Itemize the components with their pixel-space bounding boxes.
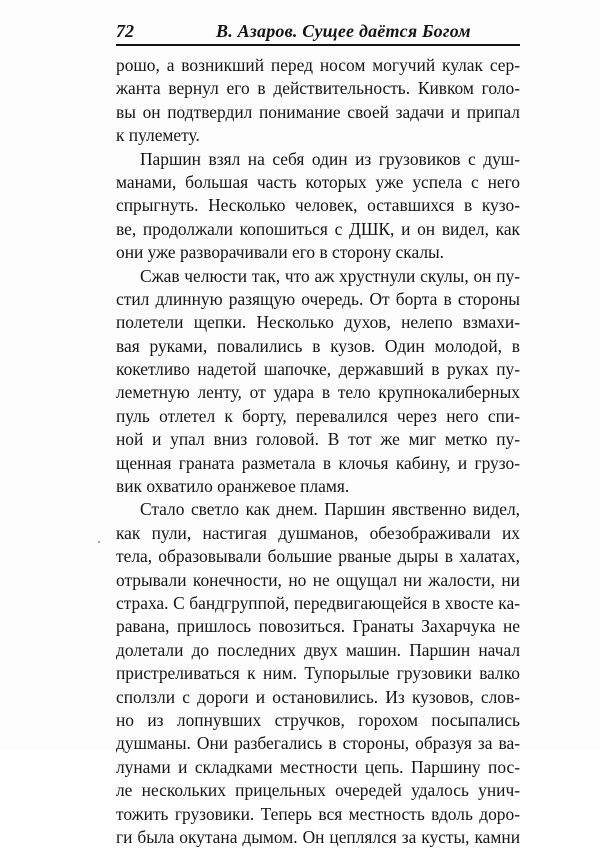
paragraph	[116, 148, 520, 265]
text-line: страха. С бандгруппой, передвигающейся в хвосте ка-	[116, 592, 520, 613]
text-line: ной и упал вниз головой. В тот же миг метко пу-	[116, 429, 520, 450]
text-line: равана, пришлось повозиться. Гранаты Захарчука не	[116, 616, 520, 637]
text-line: но из лопнувших стручков, горохом посыпались	[116, 709, 520, 730]
text-line: Стало светло как днем. Паршин явственно видел,	[140, 499, 520, 520]
text-line: к пулемету.	[116, 125, 200, 146]
text-line: они уже разворачивали его в сторону скалы.	[116, 242, 445, 263]
text-line: пристреливаться к ним. Тупорылые грузовики валко	[116, 663, 520, 684]
text-line: ги была окутана дымом. Он цеплялся за кусты, камни	[116, 826, 520, 847]
body-text	[116, 54, 520, 849]
text-line: стил длинную разящую очередь. От борта в стороны	[116, 288, 520, 309]
running-head	[116, 20, 520, 46]
text-line: рошо, а возникший перед носом могучий кулак сер-	[116, 55, 520, 75]
text-line: ле нескольких прицельных очередей удалось унич-	[116, 780, 520, 801]
text-line: вик охватило оранжевое пламя.	[116, 476, 350, 497]
text-line: вы он подтвердил понимание своей задачи и припал	[116, 101, 520, 122]
page-number: 72	[116, 21, 134, 41]
text-line: тожить грузовики. Теперь вся местность вдоль доро-	[116, 803, 520, 824]
text-line: полетели щепки. Несколько духов, нелепо взмахи-	[116, 312, 520, 333]
text-line: пуль отлетел к борту, перевалился через него спи-	[116, 405, 520, 426]
paragraph	[116, 498, 520, 849]
text-line: долетали до последних двух машин. Паршин начал	[116, 639, 520, 660]
text-line: отрывали конечности, но не ощущал ни жалости, ни	[116, 569, 520, 590]
text-line: кокетливо надетой шапочке, державший в руках пу-	[116, 359, 520, 380]
text-line: манами, большая часть которых уже успела с него	[116, 171, 520, 192]
paragraph	[116, 265, 520, 499]
text-line: ве, продолжали копошиться с ДШК, и он видел, как	[116, 218, 520, 239]
text-line: тела, образовывали большие рваные дыры в халатах,	[116, 546, 520, 567]
text-line: щенная граната разметала в клочья кабину, и грузо-	[116, 452, 520, 473]
text-line: как пули, настигая душманов, обезображивали их	[116, 522, 520, 543]
text-line: лунами и складками местности цепь. Паршину пос-	[116, 756, 520, 777]
text-line: душманы. Они разбегались в стороны, образуя за ва-	[116, 733, 520, 754]
text-line: Сжав челюсти так, что аж хрустнули скулы, он пу-	[140, 265, 520, 286]
book-title: В. Азаров. Сущее даётся Богом	[216, 21, 471, 41]
text-line: спрыгнуть. Несколько человек, оставшихся в кузо-	[116, 195, 520, 216]
text-line: леметную ленту, от удара в тело крупнокалиберных	[116, 382, 520, 403]
margin-speck	[98, 541, 100, 543]
text-line: Паршин взял на себя один из грузовиков с душ-	[140, 148, 520, 169]
text-line: вая руками, повалились в кузов. Один молодой, в	[116, 335, 520, 356]
paragraph	[116, 54, 520, 148]
text-line: сползли с дороги и остановились. Из кузовов, слов-	[116, 686, 520, 707]
text-line: жанта вернул его в действительность. Кивком голо-	[116, 78, 520, 99]
